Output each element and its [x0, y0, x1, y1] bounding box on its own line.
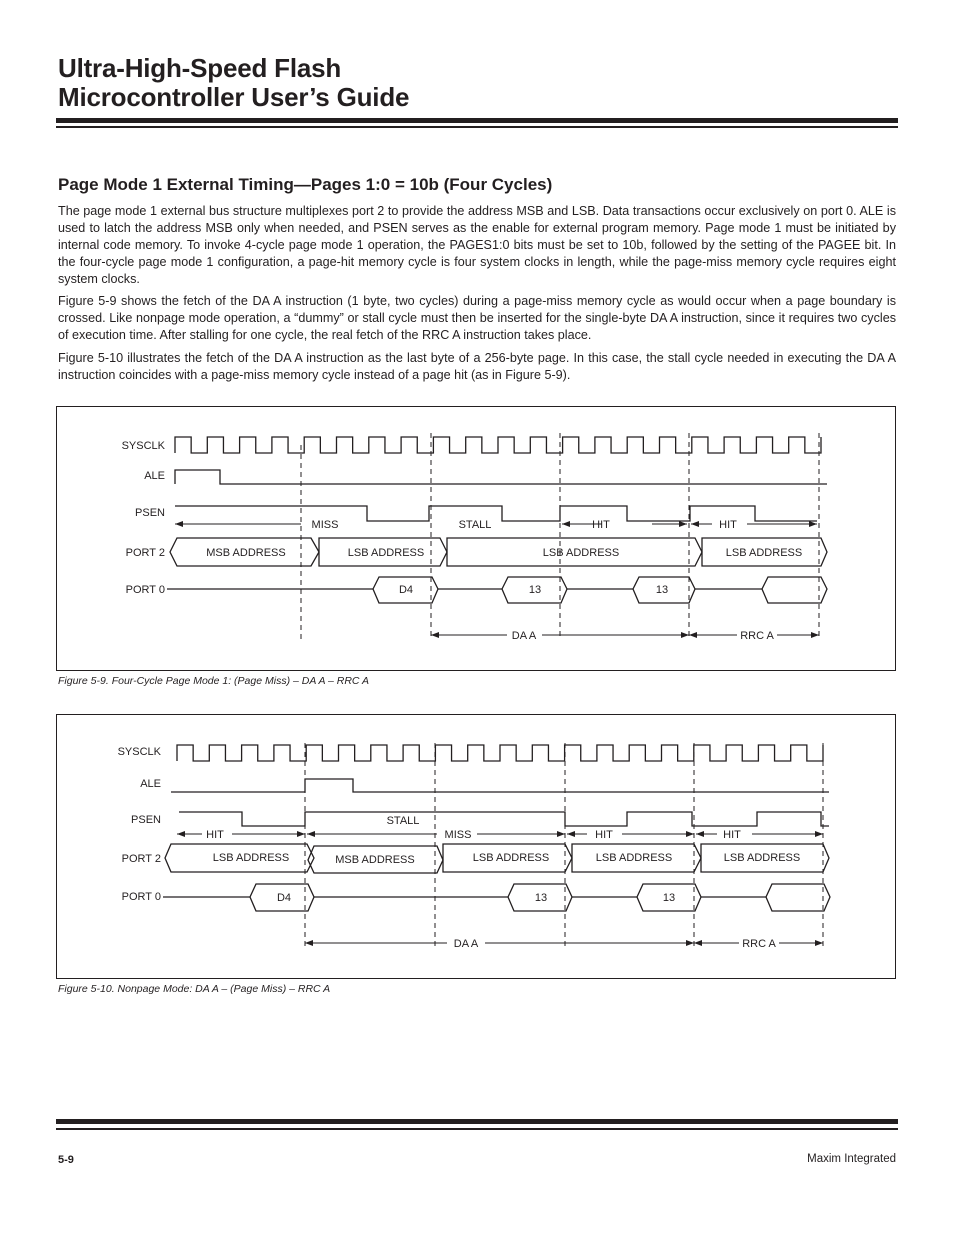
psen-label-miss: MISS — [444, 829, 472, 841]
psen-label-hit-2: HIT — [595, 829, 613, 841]
signal-label-ale: ALE — [140, 778, 161, 790]
signal-label-sysclk: SYSCLK — [121, 440, 165, 452]
port0-bus — [167, 577, 827, 603]
header-rule-thick — [56, 118, 898, 123]
section-heading: Page Mode 1 External Timing—Pages 1:0 = 10b (Four Cycles) — [58, 175, 553, 194]
port0-bus — [163, 884, 830, 911]
port0-label-1: D4 — [276, 892, 292, 904]
timing-diagram-5-10 — [57, 715, 895, 978]
instruction-label-da-a: DA A — [453, 938, 479, 950]
timing-diagram-5-9 — [57, 407, 895, 670]
instruction-label-rrc-a: RRC A — [742, 938, 776, 950]
sysclk-waveform — [177, 745, 823, 761]
footer-rule-thin — [56, 1128, 898, 1130]
psen-label-stall: STALL — [458, 519, 492, 531]
paragraph-1: The page mode 1 external bus structure multiplexes port 2 to provide the address MSB and LSB. Data transactions occur exclusively on port 0. ALE is used to latch the address MSB only when needed, and PSEN serves as the enable for external program memory. Page mode 1 must be initiated by internal code memory. To invoke 4-cycle page mode 1 operation, the PAGES1:0 bits must be set to 10b, followed by the setting of the PAGEE bit. In the four-cycle page mode 1 configuration, a page-hit memory cycle is four system clocks in length, while the page-miss memory cycle requires eight system clocks. — [58, 204, 896, 286]
paragraph-3: Figure 5-10 illustrates the fetch of the DA A instruction as the last byte of a 256-byte page. In this case, the stall cycle needed in executing the DA A instruction coincides with a page-miss memory cycle instead of a page hit (as in Figure 5-9). — [58, 351, 896, 382]
port2-label-4: LSB ADDRESS — [595, 852, 673, 864]
port2-label-4: LSB ADDRESS — [725, 547, 803, 559]
signal-label-port2: PORT 2 — [125, 547, 165, 559]
port2-label-3: LSB ADDRESS — [472, 852, 550, 864]
psen-label-hit-1: HIT — [592, 519, 610, 531]
port0-label-1: D4 — [398, 584, 414, 596]
port2-label-3: LSB ADDRESS — [542, 547, 620, 559]
company-name: Maxim Integrated — [807, 1153, 896, 1165]
port2-label-2: LSB ADDRESS — [347, 547, 425, 559]
port2-label-5: LSB ADDRESS — [723, 852, 801, 864]
paragraph-2: Figure 5-9 shows the fetch of the DA A instruction (1 byte, two cycles) during a page-miss memory cycle as would occur when a page boundary is crossed. Like nonpage mode operation, a “dummy” or stall cycle must then be inserted for the single-byte DA A instruction, since it requires two cycles of execution time. After stalling for one cycle, the real fetch of the RRC A instruction takes place. — [58, 294, 896, 342]
signal-label-psen: PSEN — [135, 507, 165, 519]
instruction-label-da-a: DA A — [511, 630, 537, 642]
ale-waveform — [175, 470, 827, 484]
psen-waveform — [179, 812, 829, 826]
figure-5-10-box — [56, 714, 896, 979]
port0-label-2: 13 — [534, 892, 548, 904]
title-line-2: Microcontroller User’s Guide — [58, 82, 410, 112]
signal-label-ale: ALE — [144, 470, 165, 482]
port2-label-1: LSB ADDRESS — [212, 852, 290, 864]
figure-5-9-caption: Figure 5-9. Four-Cycle Page Mode 1: (Page Miss) – DA A – RRC A — [58, 675, 370, 687]
signal-label-psen: PSEN — [131, 814, 161, 826]
psen-label-miss: MISS — [311, 519, 339, 531]
footer-rule-thick — [56, 1119, 898, 1124]
signal-label-sysclk: SYSCLK — [117, 746, 161, 758]
dashed-guides — [301, 433, 819, 639]
port0-label-3: 13 — [655, 584, 669, 596]
page-title — [58, 54, 409, 112]
title-line-1: Ultra-High-Speed Flash — [58, 53, 342, 83]
figure-5-9-box — [56, 406, 896, 671]
psen-label-hit-3: HIT — [723, 829, 741, 841]
signal-label-port0: PORT 0 — [125, 584, 165, 596]
instruction-label-rrc-a: RRC A — [740, 630, 774, 642]
signal-label-port2: PORT 2 — [121, 853, 161, 865]
port2-label-1: MSB ADDRESS — [206, 547, 286, 559]
signal-label-port0: PORT 0 — [121, 891, 161, 903]
figure-5-10-caption: Figure 5-10. Nonpage Mode: DA A – (Page Miss) – RRC A — [58, 983, 331, 995]
port2-label-2: MSB ADDRESS — [335, 854, 415, 866]
psen-label-hit-2: HIT — [719, 519, 737, 531]
ale-waveform — [171, 779, 829, 792]
dashed-guides — [305, 743, 823, 947]
port0-label-3: 13 — [662, 892, 676, 904]
psen-label-hit-1: HIT — [206, 829, 224, 841]
port0-label-2: 13 — [528, 584, 542, 596]
psen-label-stall: STALL — [386, 815, 420, 827]
page-number: 5-9 — [58, 1154, 74, 1166]
sysclk-waveform — [175, 437, 821, 453]
header-rule-thin — [56, 126, 898, 128]
